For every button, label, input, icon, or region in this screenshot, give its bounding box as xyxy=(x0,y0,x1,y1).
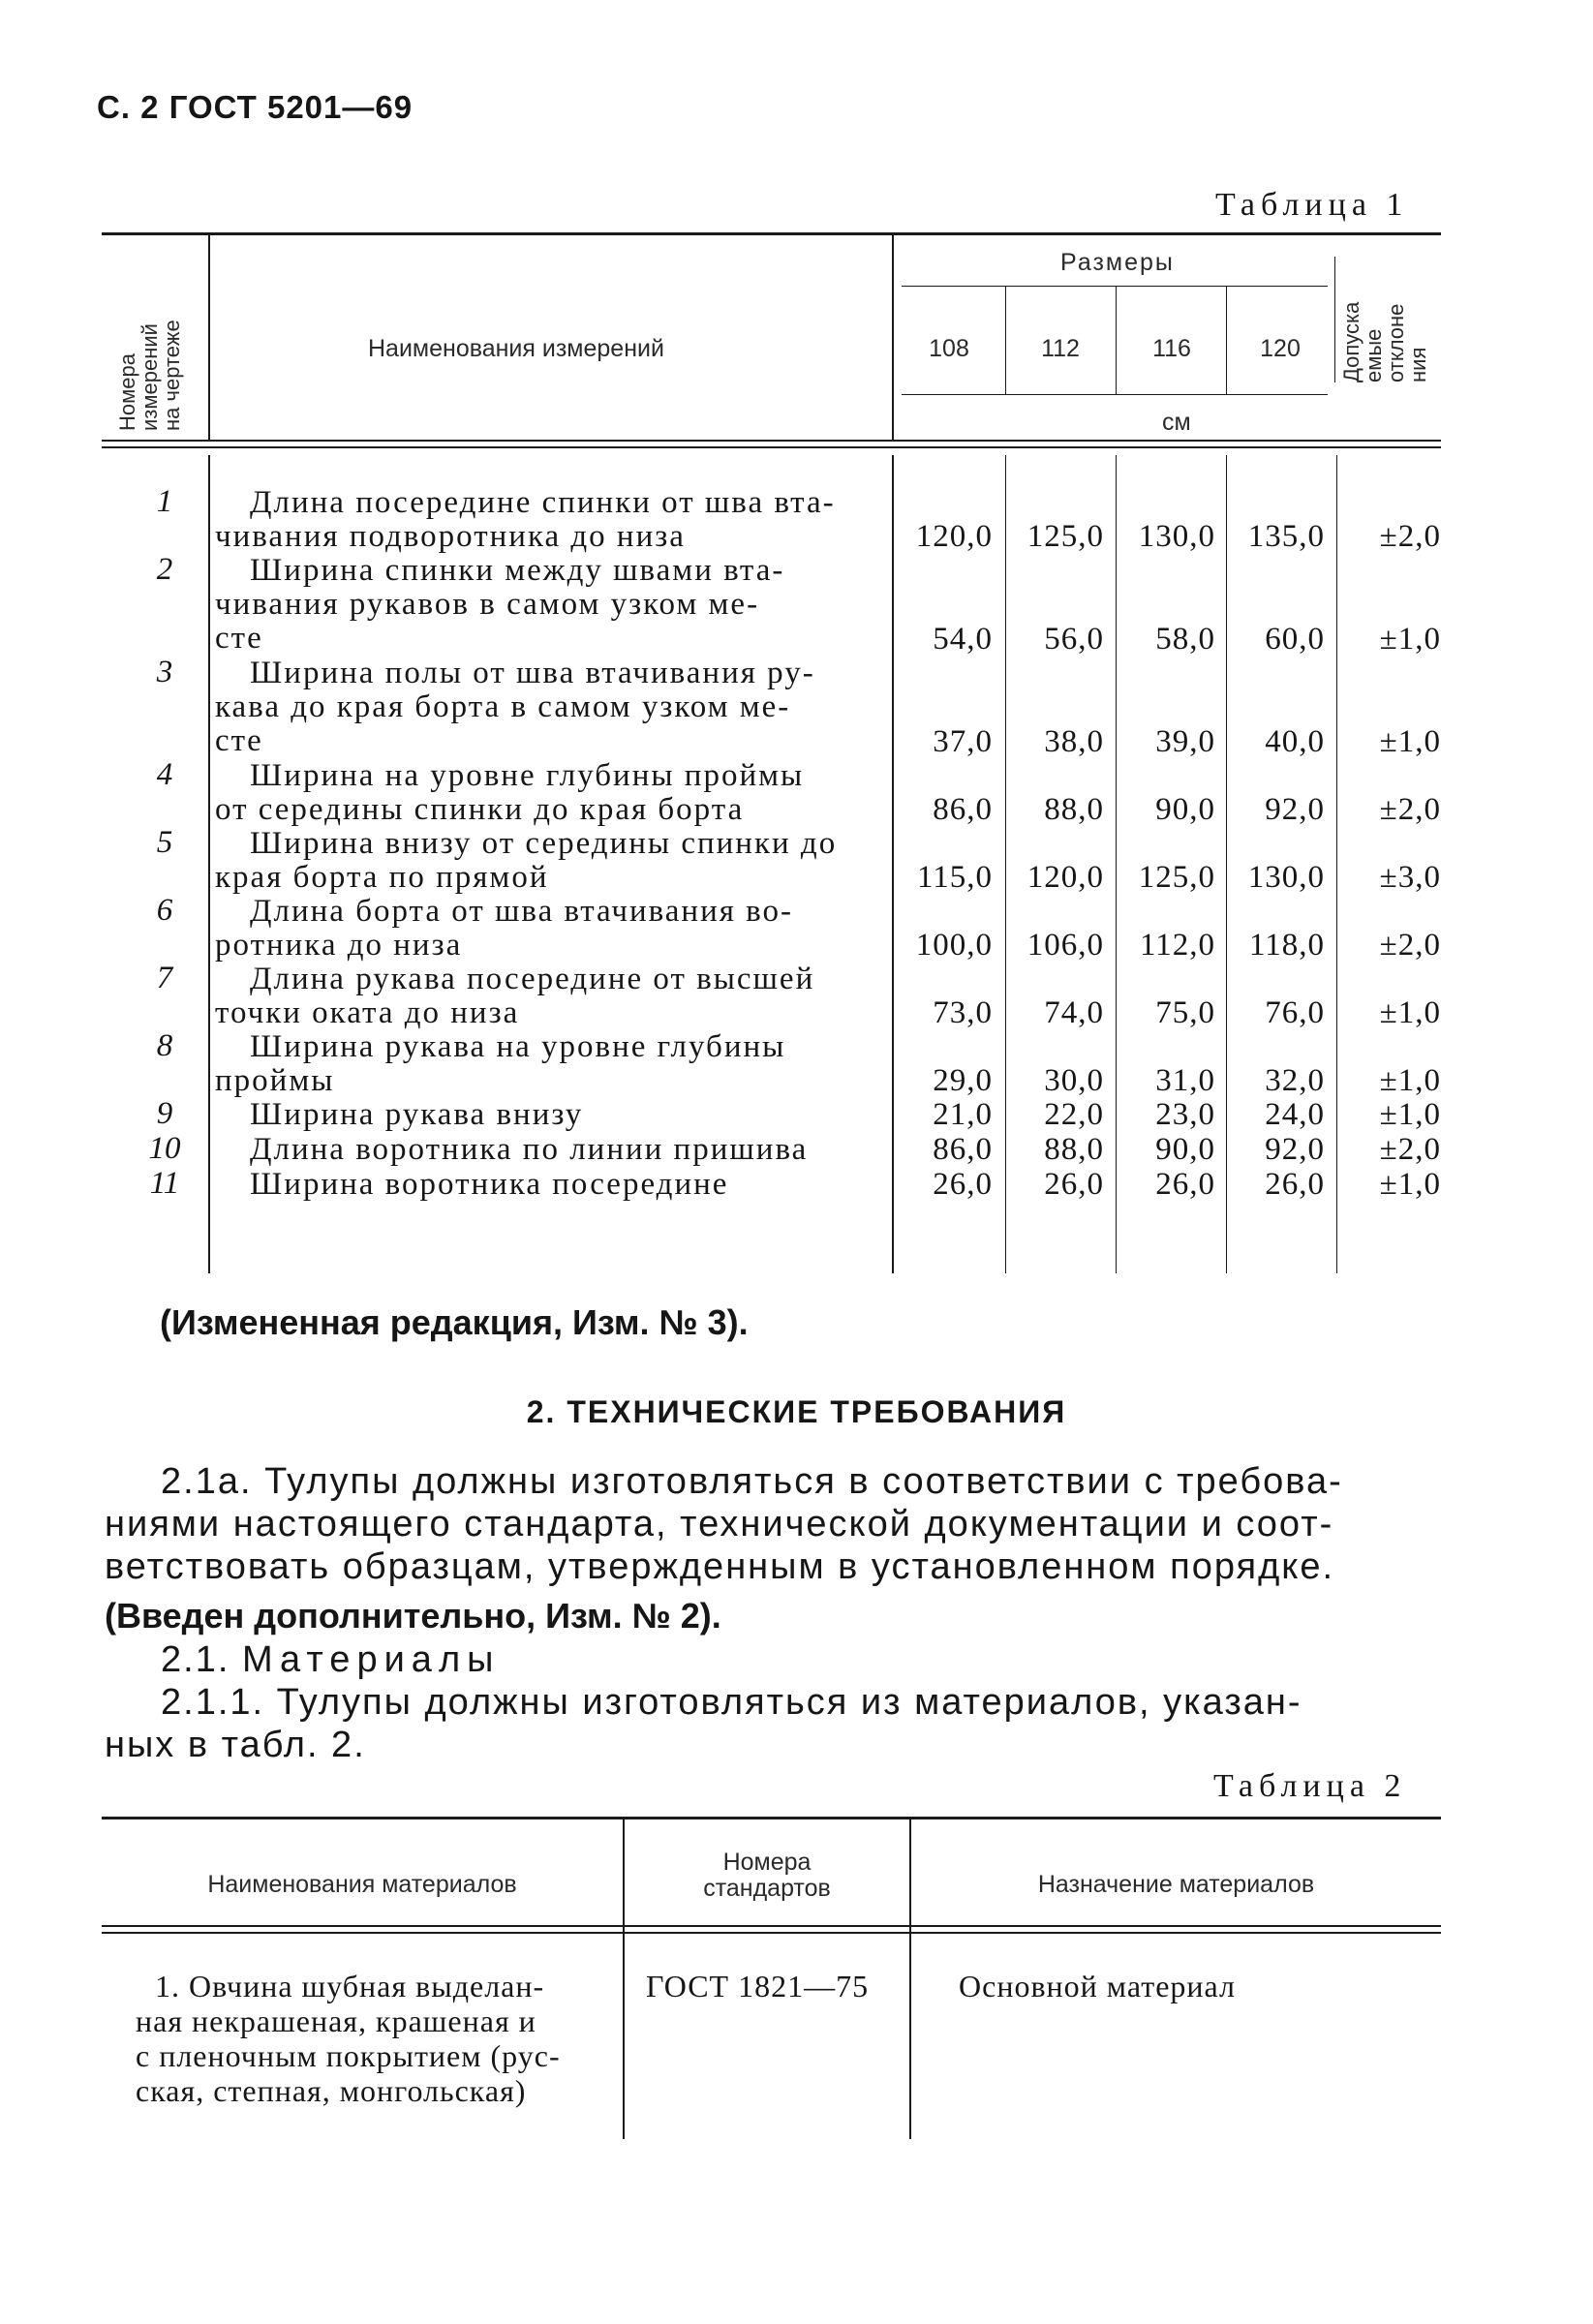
table1-unit: см xyxy=(1162,409,1191,436)
table1-row-value: 115,0 xyxy=(916,860,993,895)
table1-row-tolerance: ±2,0 xyxy=(1379,792,1441,827)
table1-row-value: 21,0 xyxy=(933,1097,993,1132)
table1-row-value: 40,0 xyxy=(1265,724,1325,759)
table1-row-value: 30,0 xyxy=(1044,1063,1104,1098)
table1-row-value: 100,0 xyxy=(915,928,993,963)
table1-unit-rule xyxy=(902,394,1328,395)
table1-row-tolerance: ±1,0 xyxy=(1379,995,1441,1030)
table1-vrule xyxy=(208,455,210,1273)
table1-row-value: 130,0 xyxy=(1138,519,1215,554)
table1-row-value: 125,0 xyxy=(1138,860,1215,895)
table2-row-purpose: Основной материал xyxy=(959,1969,1236,2003)
table2-header-rule-b xyxy=(102,1932,1441,1934)
table1-row-tolerance: ±2,0 xyxy=(1379,928,1441,963)
table1-row-number: 3 xyxy=(156,655,173,689)
table1-row-value: 92,0 xyxy=(1265,1132,1325,1167)
table2-vrule xyxy=(909,1819,911,2139)
table1-sizes-rule xyxy=(902,286,1328,287)
table1-header-rule-a xyxy=(102,440,1441,442)
table1-row-value: 75,0 xyxy=(1155,995,1215,1030)
table2-row-name: 1. Овчина шубная выделан- ная некрашеная, крашеная и с пленочным покрытием (рус- ская, степная, монгольская) xyxy=(136,1969,561,2108)
table1-row-value: 92,0 xyxy=(1265,792,1325,827)
table1-row-value: 22,0 xyxy=(1044,1097,1104,1132)
table1-row-value: 31,0 xyxy=(1155,1063,1215,1098)
table1-col-name-header: Наименования измерений xyxy=(368,335,664,362)
table1-row-value: 130,0 xyxy=(1247,860,1325,895)
table1-row-value: 74,0 xyxy=(1044,995,1104,1030)
table1-row-value: 125,0 xyxy=(1026,519,1104,554)
table1-row-value: 106,0 xyxy=(1026,928,1104,963)
table1-row-name: Длина воротника по линии пришива xyxy=(250,1132,809,1167)
table1-size-116: 116 xyxy=(1152,335,1191,362)
table2-col-standards-header: Номера стандартов xyxy=(703,1849,831,1902)
table1-row-value: 38,0 xyxy=(1044,724,1104,759)
table2-header-rule-a xyxy=(102,1925,1441,1927)
table1-row-value: 29,0 xyxy=(933,1063,993,1098)
table1-row-value: 76,0 xyxy=(1265,995,1325,1030)
table1-row-value: 60,0 xyxy=(1265,622,1325,657)
table1-row-tolerance: ±1,0 xyxy=(1379,1063,1441,1098)
table2-row-standard: ГОСТ 1821—75 xyxy=(646,1969,870,2003)
table1-row-value: 86,0 xyxy=(933,792,993,827)
table1-row-name: Ширина полы от шва втачивания ру- кава до края борта в самом узком ме- сте xyxy=(215,656,815,758)
paragraph-2-1-1: 2.1.1. Тулупы должны изготовляться из материалов, указан- ных в табл. 2. xyxy=(105,1682,1302,1765)
table1-row-number: 6 xyxy=(156,893,173,928)
table1-size-120: 120 xyxy=(1260,335,1301,362)
subsection-title: 2.1. Материалы xyxy=(161,1639,501,1680)
amendment-note: (Введен дополнительно, Изм. № 2). xyxy=(105,1596,721,1636)
table1-row-value: 120,0 xyxy=(915,519,993,554)
table1-row-value: 135,0 xyxy=(1247,519,1325,554)
table2-top-rule xyxy=(102,1817,1441,1819)
table1-row-number: 10 xyxy=(148,1131,181,1166)
table1-row-value: 39,0 xyxy=(1155,724,1215,759)
table1-row-value: 118,0 xyxy=(1248,928,1325,963)
table1-sizes-header: Размеры xyxy=(1060,249,1175,276)
table1-row-value: 37,0 xyxy=(933,724,993,759)
table1-row-value: 56,0 xyxy=(1044,622,1104,657)
table1-col-tolerance-header: Допуска емые отклоне ния xyxy=(1339,301,1430,382)
table1-vrule xyxy=(892,235,894,440)
table2-caption: Таблица 2 xyxy=(1213,1768,1407,1804)
table1-row-value: 86,0 xyxy=(933,1132,993,1167)
table1-row-value: 26,0 xyxy=(1155,1167,1215,1202)
table1-row-value: 90,0 xyxy=(1155,1132,1215,1167)
table1-row-name: Ширина внизу от середины спинки до края борта по прямой xyxy=(215,826,838,895)
table1-row-value: 24,0 xyxy=(1265,1097,1325,1132)
table1-row-name: Длина посередине спинки от шва вта- чивания подворотника до низа xyxy=(215,485,836,554)
table1-row-number: 1 xyxy=(156,484,173,519)
table2-col-purpose-header: Назначение материалов xyxy=(1037,1871,1315,1898)
table1-top-rule xyxy=(102,232,1441,235)
table1-row-value: 73,0 xyxy=(933,995,993,1030)
table1-row-value: 88,0 xyxy=(1044,1132,1104,1167)
table1-row-value: 32,0 xyxy=(1265,1063,1325,1098)
table1-row-name: Ширина рукава внизу xyxy=(250,1097,584,1132)
table1-row-value: 88,0 xyxy=(1044,792,1104,827)
table1-row-number: 7 xyxy=(156,961,173,995)
section-title: 2. ТЕХНИЧЕСКИЕ ТРЕБОВАНИЯ xyxy=(526,1394,1067,1429)
table1-caption: Таблица 1 xyxy=(1215,187,1409,223)
table1-row-value: 26,0 xyxy=(933,1167,993,1202)
table1-row-tolerance: ±1,0 xyxy=(1379,622,1441,657)
table1-row-tolerance: ±2,0 xyxy=(1379,519,1441,554)
table1-row-value: 58,0 xyxy=(1155,622,1215,657)
table1-row-name: Ширина спинки между швами вта- чивания рукавов в самом узком ме- сте xyxy=(215,553,785,656)
table1-vrule xyxy=(208,235,210,440)
table1-vrule xyxy=(1226,287,1227,394)
table1-row-name: Длина рукава посередине от высшей точки оката до низа xyxy=(215,962,815,1030)
table1-col-number-header: Номера измерений на чертеже xyxy=(115,320,184,431)
table1-row-value: 90,0 xyxy=(1155,792,1215,827)
paragraph-2-1a: 2.1а. Тулупы должны изготовляться в соответствии с требова- ниями настоящего стандарта, технической документации и соот- ветствовать образцам, утвержденным в установленном порядке. xyxy=(105,1461,1343,1587)
table1-row-number: 2 xyxy=(156,552,173,587)
table1-row-value: 120,0 xyxy=(1026,860,1104,895)
table1-row-value: 23,0 xyxy=(1155,1097,1215,1132)
table1-vrule xyxy=(1334,257,1335,382)
table1-header-rule-b xyxy=(102,446,1441,448)
table1-row-number: 8 xyxy=(156,1028,173,1063)
page-header: С. 2 ГОСТ 5201—69 xyxy=(97,89,414,125)
table1-row-name: Ширина рукава на уровне глубины проймы xyxy=(215,1029,786,1098)
table1-row-value: 54,0 xyxy=(933,622,993,657)
table1-row-value: 26,0 xyxy=(1265,1167,1325,1202)
table1-row-value: 112,0 xyxy=(1139,928,1215,963)
table2-col-name-header: Наименования материалов xyxy=(207,1871,517,1898)
table1-row-value: 26,0 xyxy=(1044,1167,1104,1202)
table1-row-tolerance: ±3,0 xyxy=(1379,860,1441,895)
table1-row-tolerance: ±2,0 xyxy=(1379,1132,1441,1167)
table1-size-108: 108 xyxy=(929,335,969,362)
table1-vrule xyxy=(1005,287,1006,394)
table1-vrule xyxy=(1116,287,1117,394)
table1-row-tolerance: ±1,0 xyxy=(1379,724,1441,759)
table1-row-tolerance: ±1,0 xyxy=(1379,1167,1441,1202)
amendment-note: (Измененная редакция, Изм. № 3). xyxy=(160,1302,749,1342)
table1-row-name: Ширина воротника посередине xyxy=(250,1167,729,1202)
table1-row-number: 5 xyxy=(156,825,173,860)
table1-row-number: 9 xyxy=(156,1096,173,1131)
table1-row-number: 11 xyxy=(149,1166,180,1201)
table1-row-tolerance: ±1,0 xyxy=(1379,1097,1441,1132)
table1-size-112: 112 xyxy=(1041,335,1080,362)
table1-vrule xyxy=(1336,455,1337,1273)
table1-row-number: 4 xyxy=(156,757,173,792)
table1-row-name: Ширина на уровне глубины проймы от середины спинки до края борта xyxy=(215,758,805,827)
table1-row-name: Длина борта от шва втачивания во- ротника до низа xyxy=(215,894,794,963)
